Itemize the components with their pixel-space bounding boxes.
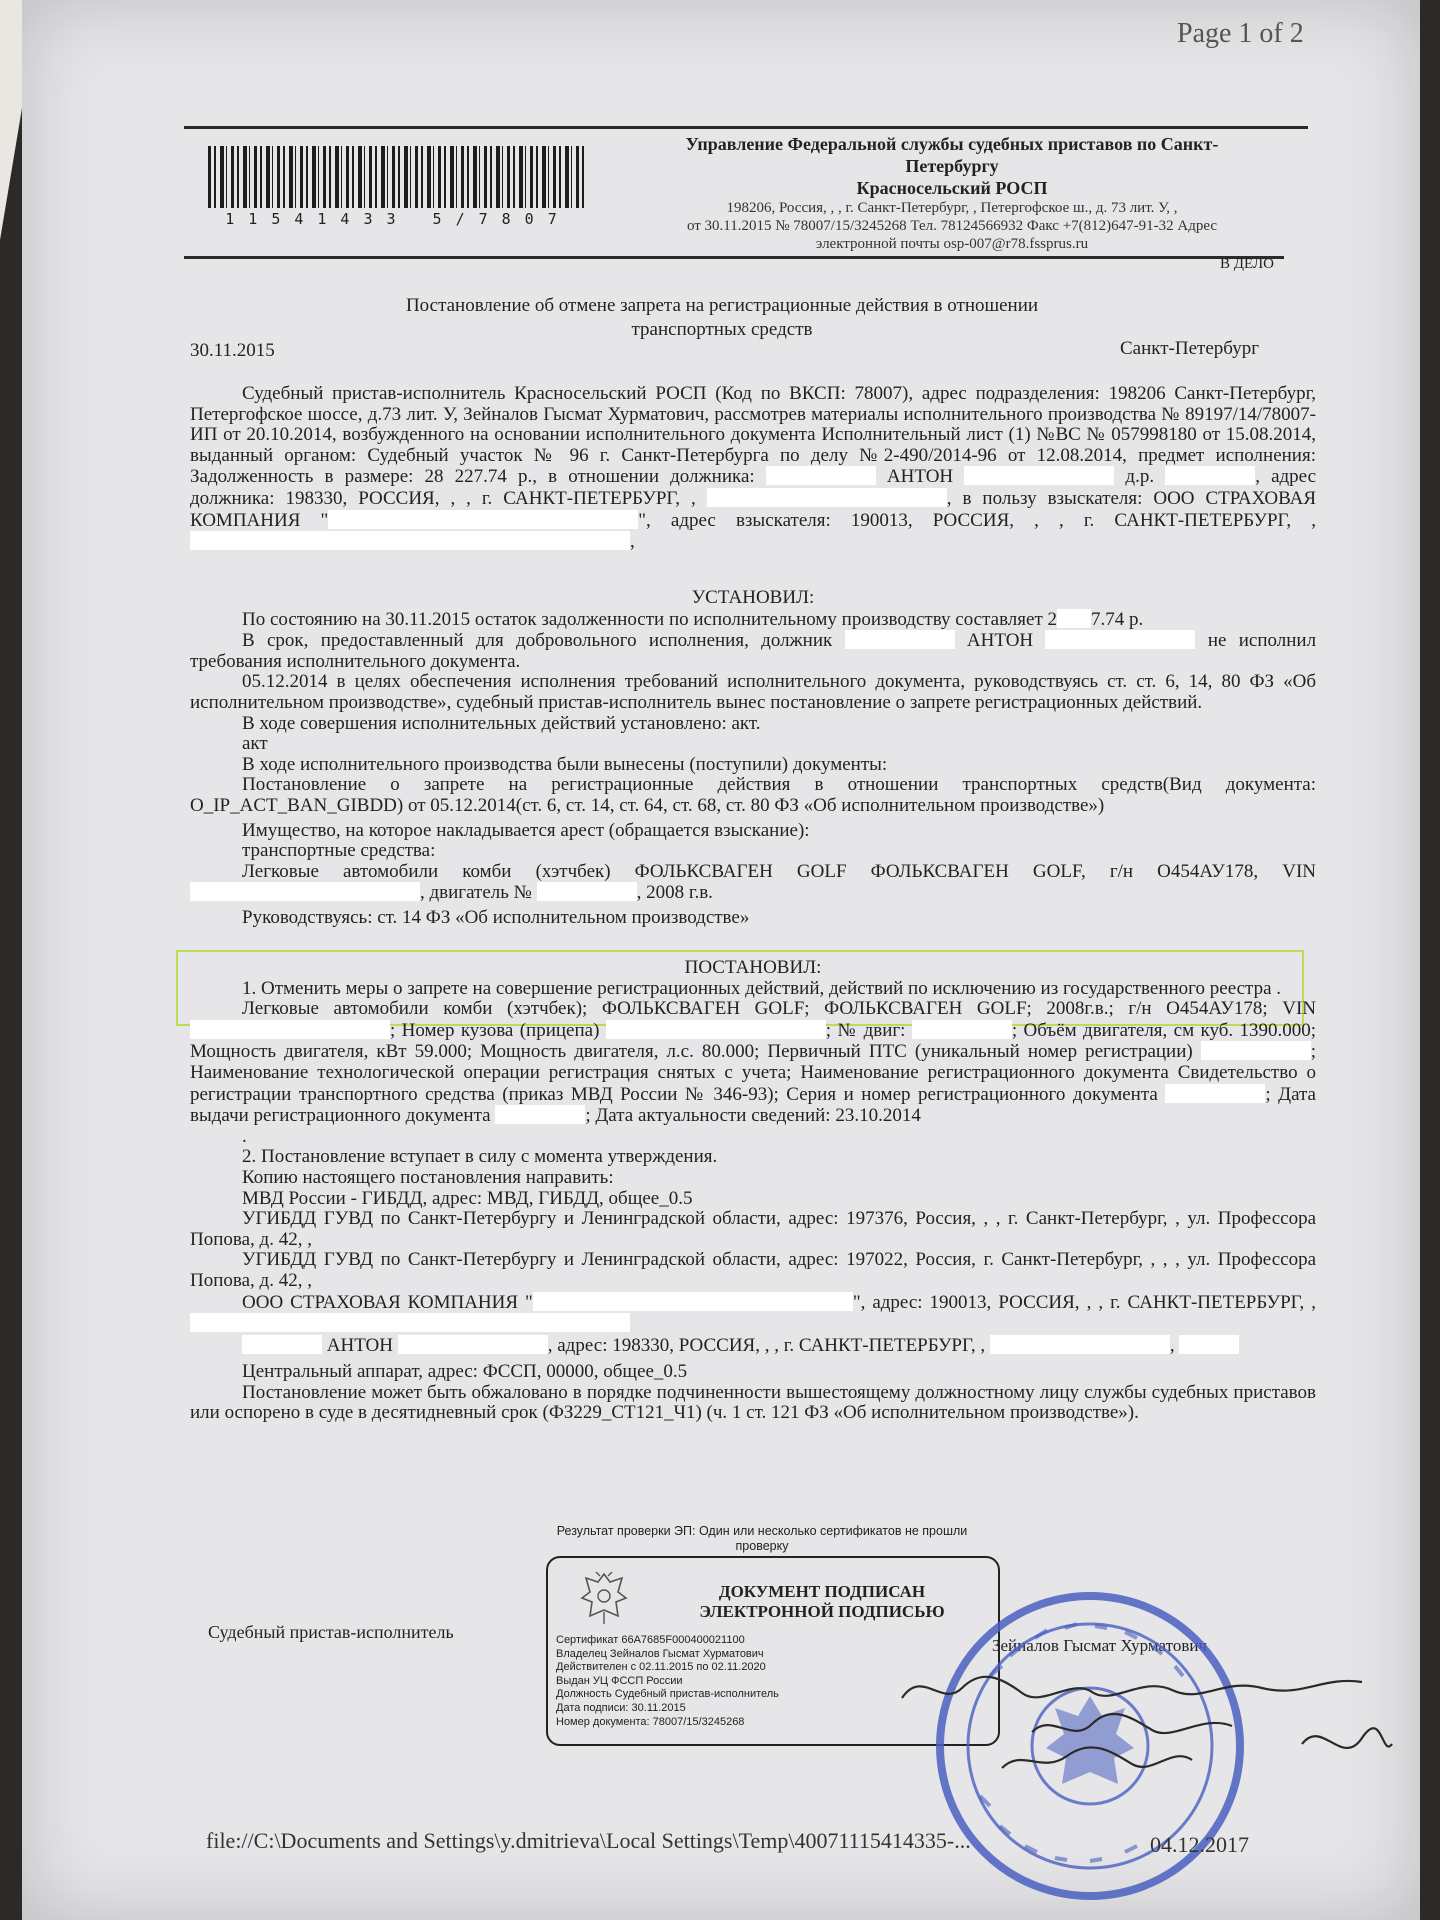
redaction	[495, 1105, 585, 1124]
header-address-line1: 198206, Россия, , , г. Санкт-Петербург, , Петергофское ш., д. 73 лит. У, ,	[726, 200, 1178, 216]
non-fulfillment-line	[190, 630, 1316, 672]
header-bottom-rule	[184, 256, 1284, 259]
document-title-line1: Постановление об отмене запрета на регистрационные действия в отношении	[405, 295, 1039, 316]
recipient-central: Центральный аппарат, адрес: ФССП, 00000, общее_0.5	[242, 1361, 688, 1383]
text: ; Объём двигателя, см куб. 1390.000; Мощность двигателя, кВт 59.000; Мощность двигателя, л.с. 80.000; Первичный ПТС (уникальный номер регистрации)	[190, 1019, 1317, 1063]
intro-text-4: ", адрес взыскателя: 190013, РОССИЯ, , , г. САНКТ-ПЕТЕРБУРГ, ,	[638, 509, 1316, 531]
redaction	[190, 1313, 630, 1332]
act-line: акт	[242, 733, 268, 755]
barcode	[208, 146, 588, 208]
redaction	[707, 488, 947, 507]
guided-by-line: Руководствуясь: ст. 14 ФЗ «Об исполнительном производстве»	[242, 906, 750, 928]
text: Легковые автомобили комби (хэтчбек) ФОЛЬКСВАГЕН GOLF ФОЛЬКСВАГЕН GOLF, г/н О454АУ178, VIN	[242, 860, 1316, 882]
text: ; Дата выдачи регистрационного документа	[190, 1083, 1316, 1127]
e-signature-title-line1: ДОКУМЕНТ ПОДПИСАН	[718, 1582, 926, 1601]
redaction	[398, 1335, 548, 1354]
text: По состоянию на 30.11.2015 остаток задолженности по исполнительному производству составляет 2	[242, 608, 1058, 630]
document-page	[22, 0, 1420, 1920]
document-city: Санкт-Петербург	[1120, 338, 1260, 359]
vehicle-description	[190, 862, 1316, 904]
redaction	[1179, 1335, 1239, 1354]
established-heading: УСТАНОВИЛ:	[691, 587, 815, 608]
text: ; Наименование технологической операции регистрация снятых с учета; Наименование регистрационного документа Свидетельство о регистрации транспортного средства (приказ МВД России № 346-93); Серия и номер регистрационного документа	[190, 1041, 1317, 1105]
intro-text-5: ,	[630, 531, 635, 553]
ban-resolution-line: Постановление о запрете на регистрационные действия в отношении транспортных средств(Вид документа: O_IP_ACT_BAN_GIBDD) от 05.12.2014(ст. 6, ст. 14, ст. 64, ст. 68, ст. 80 ФЗ «Об исполнительном производстве»)	[190, 774, 1316, 816]
resolution-item-2: 2. Постановление вступает в силу с момента утверждения.	[242, 1146, 718, 1168]
signer-name: Зейналов Гысмат Хурматович	[992, 1636, 1208, 1655]
redaction	[964, 466, 1114, 485]
resolved-heading: ПОСТАНОВИЛ:	[684, 957, 822, 978]
coat-of-arms-icon	[576, 1568, 632, 1628]
resolution-item-1: 1. Отменить меры о запрете на совершение регистрационных действий, действий по исключению из государственного реестра .	[242, 977, 1281, 999]
redaction	[1201, 1041, 1311, 1060]
established-act-line: В ходе совершения исполнительных действий установлено: акт.	[242, 712, 761, 734]
copy-recipients-label: Копию настоящего постановления направить:	[242, 1166, 614, 1188]
recipient-insurance	[190, 1292, 1316, 1335]
header-dept: Красносельский РОСП	[856, 178, 1048, 198]
debtor-dob-label: д.р.	[1125, 466, 1155, 488]
recipient-ugibdd-1: УГИБДД ГУВД по Санкт-Петербургу и Ленинградской области, адрес: 197376, Россия, , , г. Санкт-Петербург, , ул. Профессора Попова, д. 42, ,	[190, 1208, 1316, 1250]
footer-print-date: 04.12.2017	[1150, 1832, 1249, 1857]
dot-line: .	[242, 1125, 247, 1147]
intro-text-3: , в пользу взыскателя: ООО СТРАХОВАЯ КОМПАНИЯ "	[190, 487, 1316, 531]
header-address-line2: от 30.11.2015 № 78007/15/3245268 Тел. 78124566932 Факс +7(812)647-91-32 Адрес	[686, 218, 1218, 234]
intro-text: Судебный пристав-исполнитель Красносельский РОСП (Код по ВКСП: 78007), адрес подразделения: 198206 Санкт-Петербург, Петергофское шоссе, д.73 лит. У, Зейналов Гысмат Хурматович, рассмотрев материалы исполнительного производства № 89197/14/78007-ИП от 20.10.2014, возбужденного на основании исполнительного документа Исполнительный лист (1) №ВС № 057998180 от 15.08.2014, выданный органом: Судебный участок № 96 г. Санкт-Петербурга по делу №2-490/2014-96 от 12.08.2014, предмет исполнения: Задолженность в размере: 28 227.74 р., в отношении должника:	[190, 383, 1316, 488]
header-address-line3: электронной почты osp-007@r78.fssprus.ru	[815, 236, 1089, 252]
redaction	[242, 1335, 322, 1354]
text: ; № двиг:	[825, 1019, 906, 1041]
certificate-position: Должность Судебный пристав-исполнитель	[556, 1688, 779, 1701]
intro-paragraph	[190, 384, 1316, 553]
document-title-line2: транспортных средств	[631, 319, 813, 340]
document-date: 30.11.2015	[190, 340, 275, 361]
page-number: Page 1 of 2	[1177, 18, 1304, 49]
redaction	[190, 1020, 390, 1039]
signer-role: Судебный пристав-исполнитель	[208, 1622, 454, 1642]
established-section	[190, 588, 1316, 929]
ban-issued-line: 05.12.2014 в целях обеспечения исполнения требований исполнительного документа, руководствуясь ст. ст. 6, 14, 80 ФЗ «Об исполнительном производстве», судебный пристав-исполнитель вынес постановление о запрете регистрационных действий.	[190, 671, 1316, 713]
v-delo-mark: В ДЕЛО	[1220, 256, 1274, 272]
certificate-id: Сертификат 66A7685F000400021100	[556, 1634, 745, 1646]
text: , двигатель №	[420, 882, 532, 904]
text: ООО СТРАХОВАЯ КОМПАНИЯ "	[242, 1291, 533, 1313]
certificate-validity: Действителен с 02.11.2015 по 02.11.2020	[556, 1661, 766, 1674]
redaction	[1045, 630, 1195, 649]
text: ; Дата актуальности сведений: 23.10.2014	[585, 1105, 921, 1127]
text: , 2008 г.в.	[636, 882, 713, 904]
debtor-name: АНТОН	[326, 1334, 393, 1356]
text: ,	[1169, 1334, 1175, 1356]
handwritten-signature	[882, 1648, 1402, 1788]
document-title	[362, 294, 1082, 342]
resolved-section	[190, 958, 1316, 1424]
text: не исполнил требования исполнительного документа.	[190, 630, 1317, 672]
recipient-ugibdd-2: УГИБДД ГУВД по Санкт-Петербургу и Ленинградской области, адрес: 197022, Россия, г. Санкт-Петербург, , , , ул. Профессора Попова, д. 42, ,	[190, 1249, 1316, 1291]
redaction	[1165, 466, 1255, 485]
debtor-name: АНТОН	[966, 630, 1034, 652]
text: ", адрес: 190013, РОССИЯ, , , г. САНКТ-ПЕТЕРБУРГ, ,	[852, 1291, 1316, 1313]
certificate-owner: Владелец Зейналов Гысмат Хурматович	[556, 1647, 764, 1660]
certificate-issuer: Выдан УЦ ФССП России	[556, 1674, 683, 1687]
recipient-mvd: МВД России - ГИБДД, адрес: МВД, ГИБДД, общее_0.5	[242, 1187, 693, 1209]
appeal-notice: Постановление может быть обжаловано в порядке подчиненности вышестоящему должностному лицу службы судебных приставов или оспорено в суде в десятидневный срок (ФЗ229_СТ121_Ч1) (ч. 1 ст. 121 ФЗ «Об исполнительном производстве»).	[190, 1381, 1316, 1424]
redaction	[190, 882, 420, 901]
text: 7.74 р.	[1091, 608, 1144, 630]
intro-text-2: , адрес должника: 198330, РОССИЯ, , , г. САНКТ-ПЕТЕРБУРГ, ,	[190, 466, 1317, 509]
vehicles-label: транспортные средства:	[242, 840, 436, 862]
redaction	[533, 1292, 853, 1311]
redaction	[537, 882, 637, 901]
redaction	[990, 1335, 1170, 1354]
property-line: Имущество, на которое накладывается арест (обращается взыскание):	[242, 819, 810, 841]
text: Легковые автомобили комби (хэтчбек); ФОЛЬКСВАГЕН GOLF; ФОЛЬКСВАГЕН GOLF; 2008г.в.; г/н О454АУ178; VIN	[242, 998, 1316, 1020]
redaction	[190, 531, 630, 550]
certificate-doc-number: Номер документа: 78007/15/3245268	[556, 1715, 745, 1728]
vehicle-details	[190, 999, 1316, 1127]
debtor-name: АНТОН	[886, 466, 954, 488]
text: ; Номер кузова (прицепа)	[390, 1019, 600, 1041]
redaction	[1165, 1084, 1265, 1103]
redaction	[606, 1020, 826, 1039]
certificate-details	[556, 1634, 779, 1729]
redaction	[1057, 609, 1091, 628]
header-org-line1: Управление Федеральной службы судебных приставов по Санкт-	[685, 134, 1219, 154]
e-signature-title-line2: ЭЛЕКТРОННОЙ ПОДПИСЬЮ	[699, 1602, 945, 1621]
header-top-rule	[184, 126, 1308, 129]
redaction	[845, 630, 955, 649]
debt-balance-line	[190, 609, 1316, 631]
text: , адрес: 198330, РОССИЯ, , , г. САНКТ-ПЕТЕРБУРГ, ,	[547, 1334, 986, 1356]
redaction	[912, 1020, 1012, 1039]
barcode-number: 11541433 5/7807	[225, 210, 571, 228]
redaction	[328, 510, 638, 529]
certificate-sign-date: Дата подписи: 30.11.2015	[556, 1701, 686, 1714]
redaction	[766, 466, 876, 485]
footer-file-path: file://C:\Documents and Settings\y.dmitrieva\Local Settings\Temp\40071115414335-...	[206, 1828, 971, 1853]
signature-check-result: Результат проверки ЭП: Один или несколько сертификатов не прошли проверку	[556, 1524, 968, 1553]
header-org-line2: Петербургу	[905, 156, 999, 176]
text: В срок, предоставленный для добровольного исполнения, должник	[242, 630, 833, 652]
recipient-debtor	[190, 1335, 1316, 1357]
documents-line: В ходе исполнительного производства были вынесены (поступили) документы:	[242, 753, 888, 775]
